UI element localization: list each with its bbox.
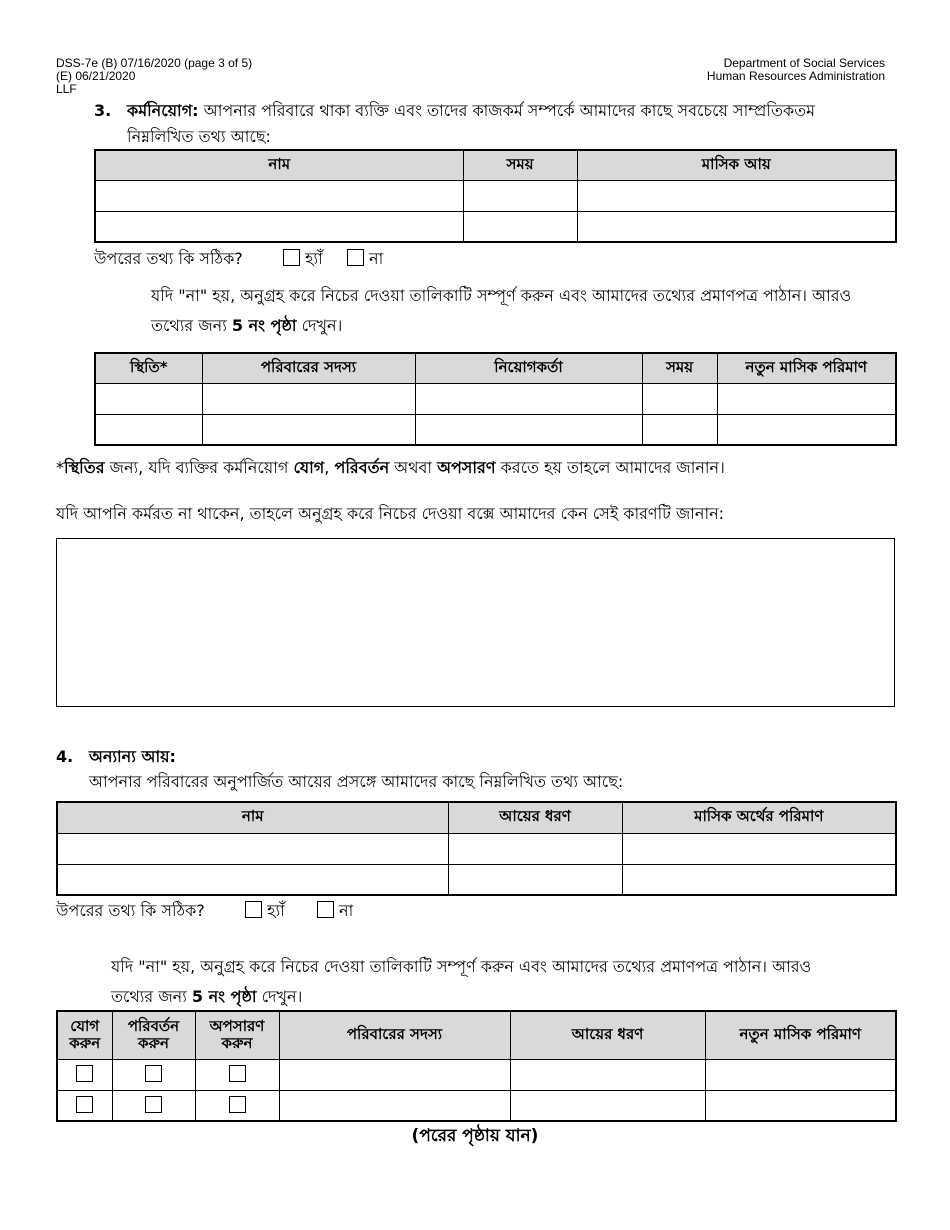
remove-cell xyxy=(195,1059,279,1090)
member-cell[interactable] xyxy=(202,383,415,414)
employment-changes-table xyxy=(94,352,897,446)
amount-cell[interactable] xyxy=(717,383,896,414)
no-checkbox[interactable] xyxy=(347,249,364,266)
employer-cell[interactable] xyxy=(415,414,642,445)
change-cell xyxy=(112,1059,195,1090)
income-type-cell[interactable] xyxy=(510,1059,705,1090)
add-cell xyxy=(57,1090,112,1121)
administration-name: Human Resources Administration xyxy=(706,69,885,83)
if-no-line2: তথ্যের জন্য 5 নং পৃষ্ঠা দেখুন। xyxy=(111,987,303,1006)
section3-intro xyxy=(127,100,897,122)
col-header-period: সময় xyxy=(463,150,577,180)
add-checkbox[interactable] xyxy=(76,1096,93,1113)
col-header-income-type: আয়ের ধরণ xyxy=(510,1011,705,1059)
table-row xyxy=(57,864,896,895)
form-code: LLF xyxy=(56,82,77,96)
no-checkbox[interactable] xyxy=(317,901,334,918)
member-cell[interactable] xyxy=(279,1090,510,1121)
page5-reference: 5 নং পৃষ্ঠা xyxy=(191,987,257,1006)
col-header-name: নাম xyxy=(57,802,448,833)
if-no-line1: যদি "না" হয়, অনুগ্রহ করে নিচের দেওয়া তালিকাটি সম্পূর্ণ করুন এবং আমাদের তথ্যের প্রমাণপত্র পাঠান। আরও xyxy=(151,286,852,305)
page5-reference: 5 নং পৃষ্ঠা xyxy=(231,316,297,335)
table-row xyxy=(95,414,896,445)
income-cell[interactable] xyxy=(577,180,896,211)
col-header-period: সময় xyxy=(642,353,717,383)
remove-checkbox[interactable] xyxy=(229,1065,246,1082)
income-type-cell[interactable] xyxy=(448,864,622,895)
amount-cell[interactable] xyxy=(622,864,896,895)
change-cell xyxy=(112,1090,195,1121)
continue-next-page: (পরের পৃষ্ঠায় যান) xyxy=(411,1126,539,1146)
yes-label: হ্যাঁ xyxy=(305,249,323,268)
name-cell[interactable] xyxy=(57,864,448,895)
income-type-cell[interactable] xyxy=(510,1090,705,1121)
col-header-income-type: আয়ের ধরণ xyxy=(448,802,622,833)
name-cell[interactable] xyxy=(95,180,463,211)
col-header-employer: নিয়োগকর্তা xyxy=(415,353,642,383)
amount-cell[interactable] xyxy=(622,833,896,864)
period-cell[interactable] xyxy=(642,383,717,414)
accuracy-question: উপরের তথ্য কি সঠিক? xyxy=(56,901,205,920)
col-header-monthly-amount: মাসিক অর্থের পরিমাণ xyxy=(622,802,896,833)
col-header-household-member: পরিবারের সদস্য xyxy=(202,353,415,383)
amount-cell[interactable] xyxy=(705,1090,896,1121)
change-checkbox[interactable] xyxy=(145,1065,162,1082)
status-footnote: *স্থিতির জন্য, যদি ব্যক্তির কর্মনিয়োগ যোগ, পরিবর্তন অথবা অপসারণ করতে হয় তাহলে আমাদের জানান। xyxy=(56,458,725,477)
other-income-table xyxy=(56,801,897,896)
form-header-right xyxy=(707,57,885,83)
name-cell[interactable] xyxy=(95,211,463,242)
section3-number: 3. xyxy=(94,101,112,120)
name-cell[interactable] xyxy=(57,833,448,864)
section4-if-no-instructions xyxy=(111,952,901,1012)
add-cell xyxy=(57,1059,112,1090)
status-cell[interactable] xyxy=(95,383,202,414)
col-header-monthly-income: মাসিক আয় xyxy=(577,150,896,180)
income-type-cell[interactable] xyxy=(448,833,622,864)
accuracy-question: উপরের তথ্য কি সঠিক? xyxy=(94,249,243,268)
table-row xyxy=(95,180,896,211)
table-row xyxy=(57,1090,896,1121)
period-cell[interactable] xyxy=(642,414,717,445)
employer-cell[interactable] xyxy=(415,383,642,414)
col-header-change: পরিবর্তন করুন xyxy=(112,1011,195,1059)
employment-info-table xyxy=(94,149,897,243)
table-row xyxy=(95,383,896,414)
section4-accuracy-question-row xyxy=(56,900,353,922)
section4-title: অন্যান্য আয়: xyxy=(89,747,176,766)
if-no-line2: তথ্যের জন্য 5 নং পৃষ্ঠা দেখুন। xyxy=(151,316,343,335)
remove-cell xyxy=(195,1090,279,1121)
table-row xyxy=(95,211,896,242)
period-cell[interactable] xyxy=(463,180,577,211)
yes-label: হ্যাঁ xyxy=(267,901,285,920)
member-cell[interactable] xyxy=(202,414,415,445)
not-working-reason-box[interactable] xyxy=(56,538,895,707)
form-header-left xyxy=(56,57,252,96)
section3-intro-text: আপনার পরিবারে থাকা ব্যক্তি এবং তাদের কাজকর্ম সম্পর্কে আমাদের কাছে সবচেয়ে সাম্প্রতিকতম xyxy=(203,101,816,120)
no-label: না xyxy=(339,901,354,920)
yes-checkbox[interactable] xyxy=(245,901,262,918)
col-header-remove: অপসারণ করুন xyxy=(195,1011,279,1059)
period-cell[interactable] xyxy=(463,211,577,242)
if-no-line1: যদি "না" হয়, অনুগ্রহ করে নিচের দেওয়া তালিকাটি সম্পূর্ণ করুন এবং আমাদের তথ্যের প্রমাণপত্র পাঠান। আরও xyxy=(111,957,812,976)
section3-accuracy-question-row xyxy=(94,248,383,270)
other-income-changes-table xyxy=(56,1010,897,1122)
member-cell[interactable] xyxy=(279,1059,510,1090)
change-checkbox[interactable] xyxy=(145,1096,162,1113)
amount-cell[interactable] xyxy=(717,414,896,445)
section4-number: 4. xyxy=(56,747,74,766)
section4-intro: আপনার পরিবারের অনুপার্জিত আয়ের প্রসঙ্গে আমাদের কাছে নিম্নলিখিত তথ্য আছে: xyxy=(89,772,624,791)
section3-intro-line2: নিম্নলিখিত তথ্য আছে: xyxy=(127,127,271,146)
col-header-status: স্থিতি* xyxy=(95,353,202,383)
col-header-add: যোগ করুন xyxy=(57,1011,112,1059)
form-edition: (E) 06/21/2020 xyxy=(56,69,136,83)
col-header-name: নাম xyxy=(95,150,463,180)
col-header-new-monthly-amount: নতুন মাসিক পরিমাণ xyxy=(705,1011,896,1059)
amount-cell[interactable] xyxy=(705,1059,896,1090)
remove-checkbox[interactable] xyxy=(229,1096,246,1113)
section3-title: কর্মনিয়োগ: xyxy=(127,101,199,120)
form-id: DSS-7e (B) 07/16/2020 (page 3 of 5) xyxy=(56,56,253,70)
department-name: Department of Social Services xyxy=(723,56,885,70)
col-header-household-member: পরিবারের সদস্য xyxy=(279,1011,510,1059)
not-working-prompt: যদি আপনি কর্মরত না থাকেন, তাহলে অনুগ্রহ করে নিচের দেওয়া বক্সে আমাদের কেন সেই কারণটি জানান: xyxy=(56,504,725,523)
income-cell[interactable] xyxy=(577,211,896,242)
table-row xyxy=(57,833,896,864)
status-cell[interactable] xyxy=(95,414,202,445)
table-row xyxy=(57,1059,896,1090)
section3-if-no-instructions xyxy=(151,281,901,341)
no-label: না xyxy=(369,249,384,268)
col-header-new-monthly-amount: নতুন মাসিক পরিমাণ xyxy=(717,353,896,383)
add-checkbox[interactable] xyxy=(76,1065,93,1082)
yes-checkbox[interactable] xyxy=(283,249,300,266)
